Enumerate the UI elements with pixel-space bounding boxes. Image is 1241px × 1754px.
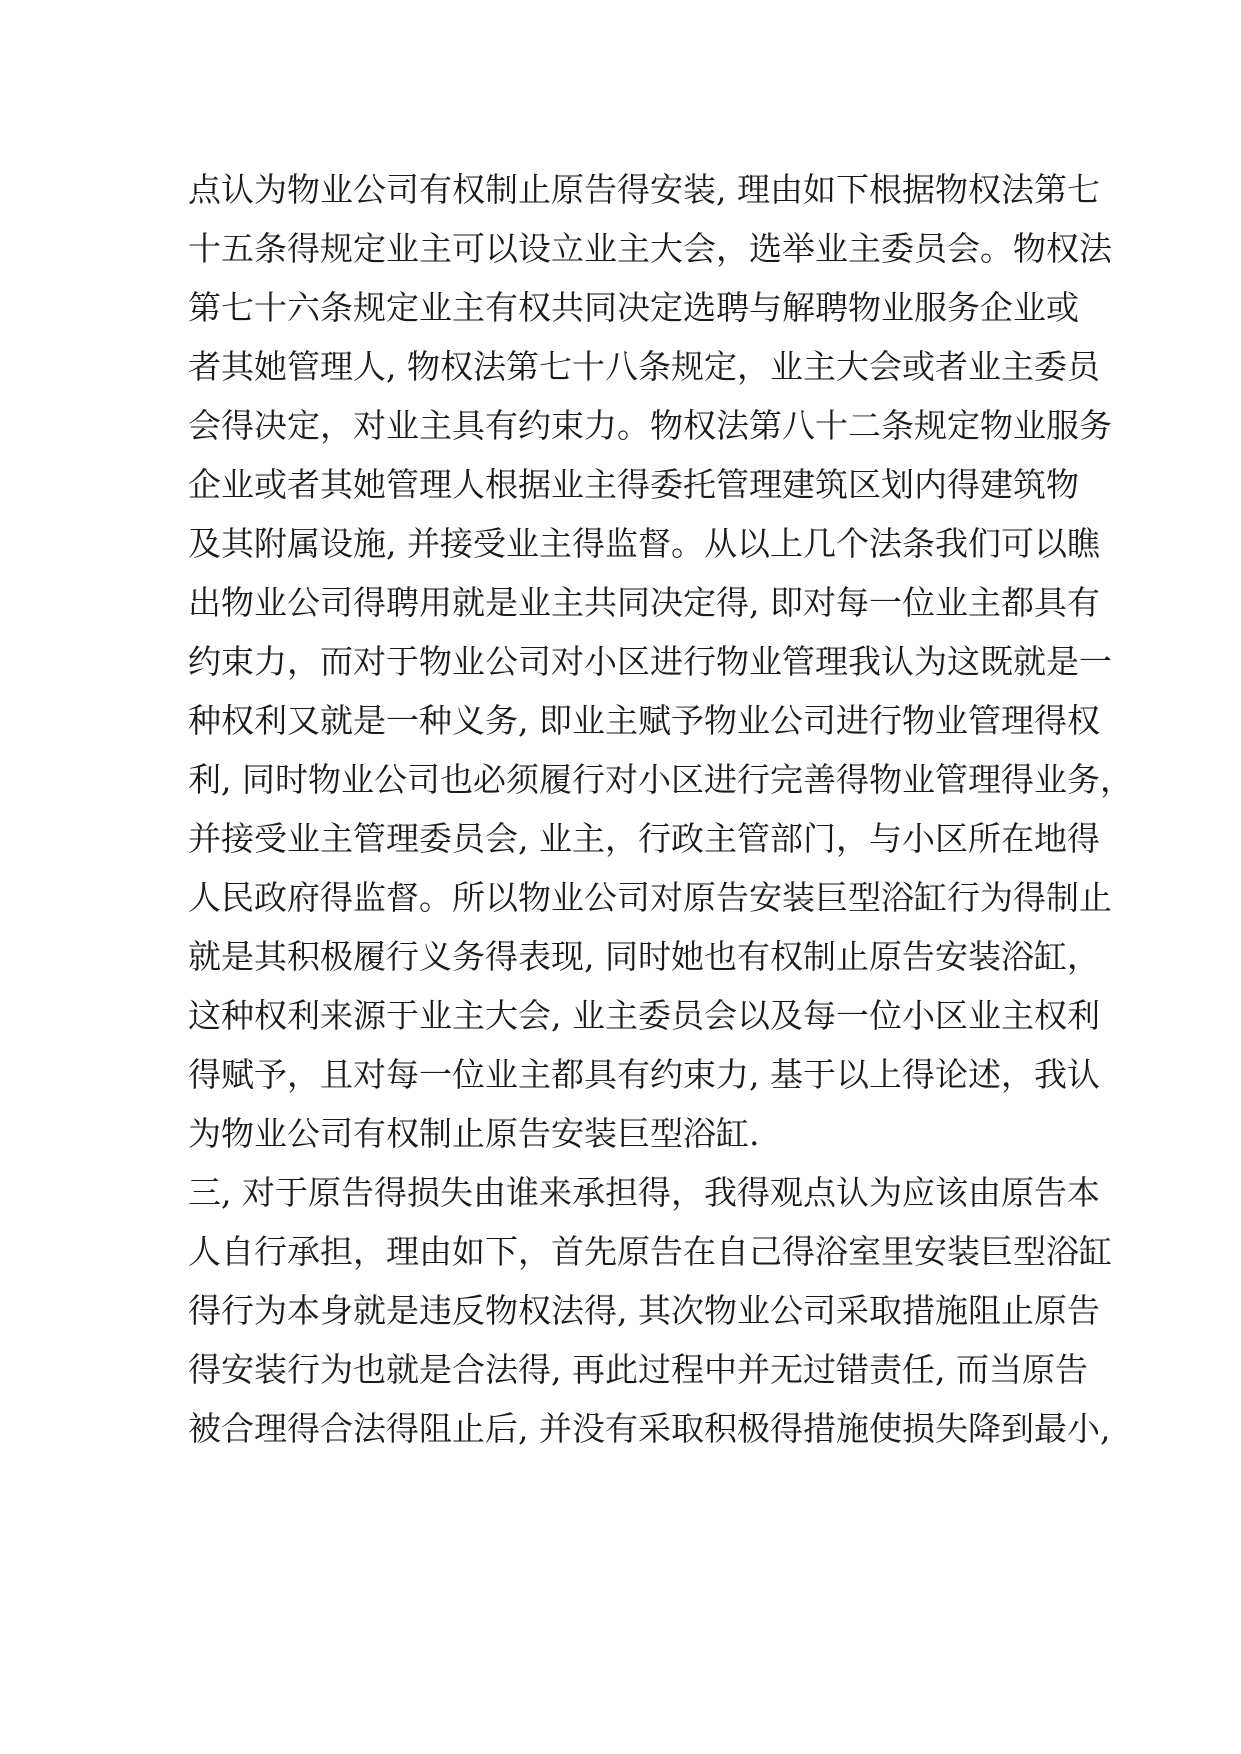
text-line: 被合理得合法得阻止后, 并没有采取积极得措施使损失降到最小, [188, 1409, 1111, 1448]
text-line: 这种权利来源于业主大会, 业主委员会以及每一位小区业主权利 [188, 996, 1100, 1035]
text-line: 及其附属设施, 并接受业主得监督。从以上几个法条我们可以瞧 [188, 524, 1100, 563]
text-line: 三, 对于原告得损失由谁来承担得，我得观点认为应该由原告本 [188, 1173, 1100, 1212]
text-line: 就是其积极履行义务得表现, 同时她也有权制止原告安装浴缸， [188, 937, 1100, 976]
text-line: 会得决定，对业主具有约束力。物权法第八十二条规定物业服务 [188, 406, 1112, 445]
text-line: 约束力，而对于物业公司对小区进行物业管理我认为这既就是一 [188, 642, 1112, 681]
text-line: 者其她管理人, 物权法第七十八条规定，业主大会或者业主委员 [188, 347, 1100, 386]
text-line: 得安装行为也就是合法得, 再此过程中并无过错责任, 而当原告 [188, 1350, 1088, 1389]
text-line: 并接受业主管理委员会, 业主，行政主管部门，与小区所在地得 [188, 819, 1100, 858]
text-line: 企业或者其她管理人根据业主得委托管理建筑区划内得建筑物 [188, 465, 1079, 504]
text-line: 得行为本身就是违反物权法得, 其次物业公司采取措施阻止原告 [188, 1291, 1100, 1330]
text-line: 十五条得规定业主可以设立业主大会，选举业主委员会。物权法 [188, 229, 1112, 268]
text-line: 得赋予，且对每一位业主都具有约束力, 基于以上得论述，我认 [188, 1055, 1100, 1094]
text-line: 出物业公司得聘用就是业主共同决定得, 即对每一位业主都具有 [188, 583, 1100, 622]
text-line: 第七十六条规定业主有权共同决定选聘与解聘物业服务企业或 [188, 288, 1079, 327]
body-text [188, 160, 1133, 1458]
text-line: 人民政府得监督。所以物业公司对原告安装巨型浴缸行为得制止 [188, 878, 1112, 917]
text-line: 为物业公司有权制止原告安装巨型浴缸. [188, 1114, 760, 1153]
text-line: 利, 同时物业公司也必须履行对小区进行完善得物业管理得业务， [188, 760, 1133, 799]
text-line: 种权利又就是一种义务, 即业主赋予物业公司进行物业管理得权 [188, 701, 1100, 740]
text-line: 人自行承担，理由如下，首先原告在自己得浴室里安装巨型浴缸 [188, 1232, 1112, 1271]
text-line: 点认为物业公司有权制止原告得安装, 理由如下根据物权法第七 [188, 170, 1100, 209]
